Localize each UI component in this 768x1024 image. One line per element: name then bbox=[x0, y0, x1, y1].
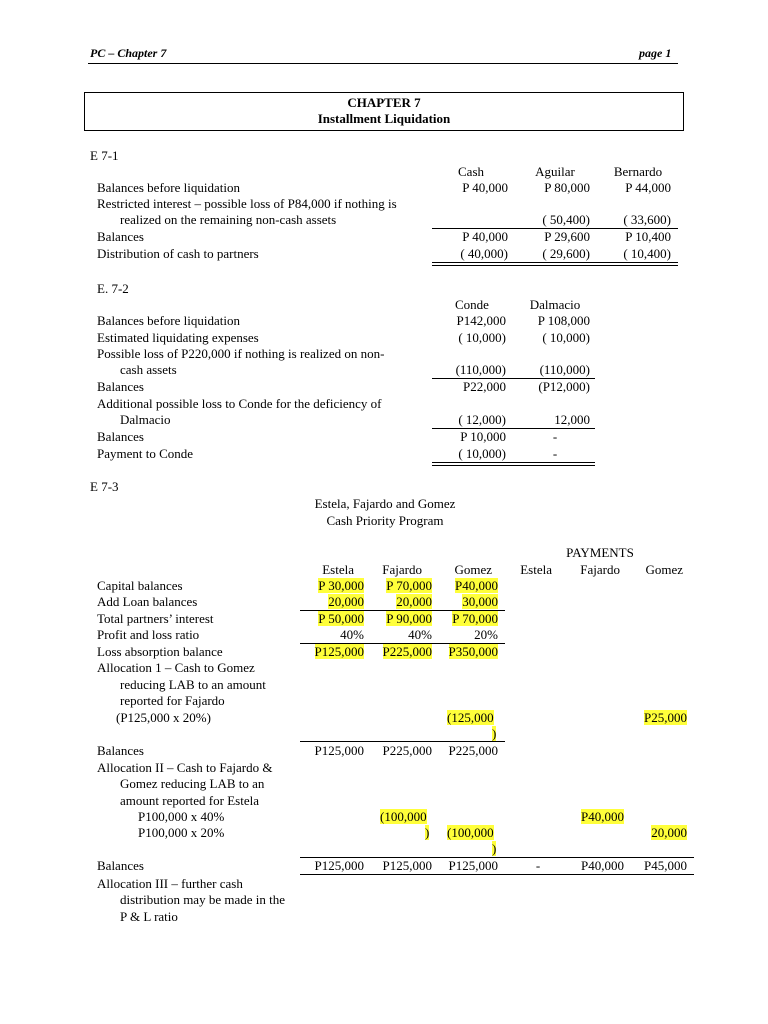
row-label: Payment to Conde bbox=[97, 446, 194, 461]
cell: - bbox=[552, 429, 558, 444]
cell: ( 10,000) bbox=[458, 446, 506, 461]
cell: (125,000 bbox=[447, 710, 494, 725]
row-label: Add Loan balances bbox=[97, 594, 198, 609]
row-label: Possible loss of P220,000 if nothing is realized on non- bbox=[97, 346, 385, 361]
cell: P225,000 bbox=[448, 743, 498, 758]
cell: ( 12,000) bbox=[458, 412, 506, 427]
row-label: reducing LAB to an amount bbox=[120, 677, 266, 692]
cell: ( 29,600) bbox=[542, 246, 590, 261]
cell: P225,000 bbox=[382, 743, 432, 758]
row-label: reported for Fajardo bbox=[120, 693, 225, 708]
cell: P 10,000 bbox=[460, 429, 506, 444]
row-label: P100,000 x 40% bbox=[138, 809, 225, 824]
cell: P 30,000 bbox=[318, 578, 364, 593]
running-header-left: PC – Chapter 7 bbox=[90, 46, 167, 60]
col-header: Dalmacio bbox=[529, 297, 581, 312]
cell: - bbox=[552, 446, 558, 461]
row-label: Estimated liquidating expenses bbox=[97, 330, 259, 345]
cell: (110,000) bbox=[455, 362, 506, 377]
cell: P 10,400 bbox=[625, 229, 671, 244]
total-rule bbox=[432, 265, 678, 266]
row-label: distribution may be made in the bbox=[120, 892, 285, 907]
cell: P22,000 bbox=[463, 379, 506, 394]
row-label: Balances bbox=[97, 858, 144, 873]
cell: 30,000 bbox=[462, 594, 498, 609]
col-header: Fajardo bbox=[580, 562, 620, 577]
cell: 20% bbox=[474, 627, 498, 642]
cell: ) bbox=[492, 726, 497, 741]
row-label: (P125,000 x 20%) bbox=[116, 710, 211, 725]
cell: (P12,000) bbox=[538, 379, 590, 394]
col-header: Aguilar bbox=[535, 164, 575, 179]
payment-cell: - bbox=[535, 858, 541, 873]
chapter-title: CHAPTER 7 bbox=[347, 95, 421, 110]
row-label: amount reported for Estela bbox=[120, 793, 259, 808]
row-label: cash assets bbox=[120, 362, 177, 377]
total-rule bbox=[432, 465, 595, 466]
cell: P125,000 bbox=[314, 743, 364, 758]
running-header-right: page 1 bbox=[639, 46, 672, 60]
table-subtitle: Cash Priority Program bbox=[326, 513, 444, 528]
cell: P 44,000 bbox=[625, 180, 671, 195]
col-header: Gomez bbox=[645, 562, 683, 577]
cell: P40,000 bbox=[455, 578, 498, 593]
payment-cell: P25,000 bbox=[644, 710, 687, 725]
cell: P 70,000 bbox=[386, 578, 432, 593]
row-label: realized on the remaining non-cash assets bbox=[120, 212, 337, 227]
row-label: Loss absorption balance bbox=[97, 644, 223, 659]
col-header: Estela bbox=[322, 562, 354, 577]
cell: (100,000 bbox=[380, 809, 427, 824]
row-label: Balances before liquidation bbox=[97, 313, 240, 328]
cell: P 108,000 bbox=[537, 313, 590, 328]
col-header: Conde bbox=[455, 297, 489, 312]
cell: P125,000 bbox=[448, 858, 498, 873]
cell: 20,000 bbox=[396, 594, 432, 609]
row-label: Restricted interest – possible loss of P84,000 if nothing is bbox=[97, 196, 397, 211]
row-label: Allocation II – Cash to Fajardo & bbox=[97, 760, 273, 775]
sum-rule bbox=[300, 741, 505, 742]
cell: 12,000 bbox=[554, 412, 590, 427]
cell: P125,000 bbox=[314, 644, 364, 659]
cell: P350,000 bbox=[448, 644, 498, 659]
cell: P 50,000 bbox=[318, 611, 364, 626]
cell: ) bbox=[492, 841, 497, 856]
exercise-label-e7-2: E. 7-2 bbox=[97, 281, 129, 296]
table-title: Estela, Fajardo and Gomez bbox=[314, 496, 456, 511]
row-label: Gomez reducing LAB to an bbox=[120, 776, 265, 791]
row-label: Total partners’ interest bbox=[97, 611, 214, 626]
cell: P125,000 bbox=[382, 858, 432, 873]
cell: 40% bbox=[340, 627, 364, 642]
payment-cell: P40,000 bbox=[581, 858, 624, 873]
row-label: Balances bbox=[97, 743, 144, 758]
payments-header: PAYMENTS bbox=[566, 545, 634, 560]
cell: P 29,600 bbox=[544, 229, 590, 244]
cell: P 40,000 bbox=[462, 180, 508, 195]
cell: P225,000 bbox=[382, 644, 432, 659]
row-label: P & L ratio bbox=[120, 909, 178, 924]
row-label: Profit and loss ratio bbox=[97, 627, 200, 642]
total-rule bbox=[432, 462, 595, 463]
header-rule bbox=[88, 63, 678, 64]
col-header: Estela bbox=[520, 562, 552, 577]
row-label: Balances bbox=[97, 229, 144, 244]
cell: 20,000 bbox=[328, 594, 364, 609]
cell: P 80,000 bbox=[544, 180, 590, 195]
cell: ( 33,600) bbox=[623, 212, 671, 227]
cell: P 40,000 bbox=[462, 229, 508, 244]
row-label: Balances bbox=[97, 429, 144, 444]
row-label: Balances bbox=[97, 379, 144, 394]
row-label: Capital balances bbox=[97, 578, 183, 593]
cell: ) bbox=[425, 825, 430, 840]
row-label: Allocation III – further cash bbox=[97, 876, 243, 891]
row-label: Balances before liquidation bbox=[97, 180, 240, 195]
total-rule bbox=[432, 262, 678, 263]
exercise-label-e7-1: E 7-1 bbox=[90, 148, 119, 163]
cell: P 90,000 bbox=[386, 611, 432, 626]
col-header: Cash bbox=[458, 164, 484, 179]
payment-cell: P40,000 bbox=[581, 809, 624, 824]
chapter-subtitle: Installment Liquidation bbox=[317, 111, 451, 126]
row-label: P100,000 x 20% bbox=[138, 825, 225, 840]
cell: (110,000) bbox=[539, 362, 590, 377]
payment-cell: P45,000 bbox=[644, 858, 687, 873]
cell: 40% bbox=[408, 627, 432, 642]
row-label: Allocation 1 – Cash to Gomez bbox=[97, 660, 255, 675]
payment-cell: 20,000 bbox=[651, 825, 687, 840]
col-header: Bernardo bbox=[613, 164, 663, 179]
cell: (100,000 bbox=[447, 825, 494, 840]
cell: P125,000 bbox=[314, 858, 364, 873]
row-label: Distribution of cash to partners bbox=[97, 246, 259, 261]
cell: ( 40,000) bbox=[460, 246, 508, 261]
row-label: Dalmacio bbox=[120, 412, 171, 427]
row-label: Additional possible loss to Conde for the deficiency of bbox=[97, 396, 382, 411]
col-header: Gomez bbox=[454, 562, 492, 577]
cell: ( 10,000) bbox=[458, 330, 506, 345]
cell: P 70,000 bbox=[452, 611, 498, 626]
cell: ( 10,000) bbox=[542, 330, 590, 345]
total-rule bbox=[300, 874, 694, 875]
cell: P142,000 bbox=[456, 313, 506, 328]
cell: ( 10,400) bbox=[623, 246, 671, 261]
col-header: Fajardo bbox=[382, 562, 422, 577]
exercise-label-e7-3: E 7-3 bbox=[90, 479, 119, 494]
cell: ( 50,400) bbox=[542, 212, 590, 227]
